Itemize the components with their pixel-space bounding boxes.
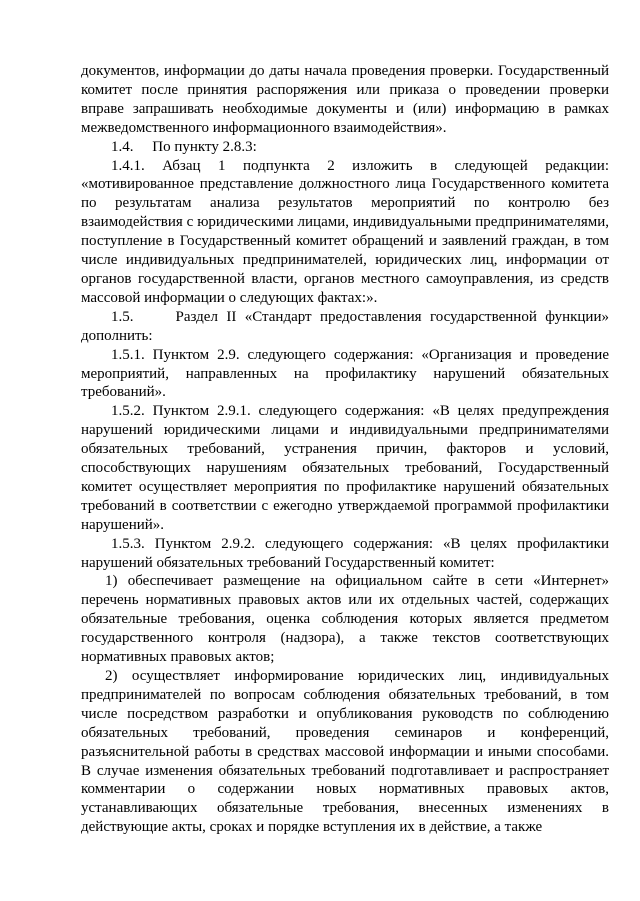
paragraph-item-1-5-1: 1.5.1. Пунктом 2.9. следующего содержания: «Организация и проведение мероприятий, направленных на профилактику нарушений обязательных требований». [81,346,609,401]
paragraph-subitem-1: 1) обеспечивает размещение на официальном сайте в сети «Интернет» перечень нормативных правовых актов или их отдельных частей, содержащих обязательные требования, оценка соблюдения которых является предметом государственного контроля (надзора), а также текстов соответствующих нормативных правовых актов; [81,573,609,666]
paragraph-item-1-5-2: 1.5.2. Пунктом 2.9.1. следующего содержания: «В целях предупреждения нарушений юридическими лицами и индивидуальными предпринимателями обязательных требований, устранения причин, факторов и условий, способствующих нарушениям обязательных требований, Государственный комитет осуществляет мероприятия по профилактике нарушений обязательных требований в соответствии с ежегодно утверждаемой программой профилактики нарушений». [81,403,609,533]
paragraph-subitem-2: 2) осуществляет информирование юридических лиц, индивидуальных предпринимателей по вопросам соблюдения обязательных требований, в том числе посредством разработки и опубликования руководств по соблюдению обязательных требований, проведения семинаров и конференций, разъяснительной работы в средствах массовой информации и иными способами. В случае изменения обязательных требований подготавливает и распространяет комментарии о содержании новых нормативных правовых актов, устанавливающих обязательные требования, внесенных изменениях в действующие акты, сроках и порядке вступления их в действие, а также [81,668,609,836]
paragraph-item-1-4-1: 1.4.1. Абзац 1 подпункта 2 изложить в следующей редакции: «мотивированное представление должностного лица Государственного комитета по результатам анализа результатов мероприятий по контролю без взаимодействия с юридическими лицами, индивидуальными предпринимателями, поступление в Государственный комитет обращений и заявлений граждан, в том числе индивидуальных предпринимателей, юридических лиц, информации от органов государственной власти, органов местного самоуправления, из средств массовой информации о следующих фактах:». [81,157,609,306]
paragraph-item-1-5-3: 1.5.3. Пунктом 2.9.2. следующего содержания: «В целях профилактики нарушений обязательных требований Государственный комитет: [81,535,609,571]
document-body [81,62,609,837]
paragraph-item-1-4: 1.4. По пункту 2.8.3: [111,138,257,155]
paragraph-continuation: документов, информации до даты начала проведения проверки. Государственный комитет после принятия распоряжения или приказа о проведении проверки вправе запрашивать необходимые документы и (или) информацию в рамках межведомственного информационного взаимодействия». [81,63,609,136]
paragraph-item-1-5: 1.5. Раздел II «Стандарт предоставления государственной функции» дополнить: [81,308,609,344]
